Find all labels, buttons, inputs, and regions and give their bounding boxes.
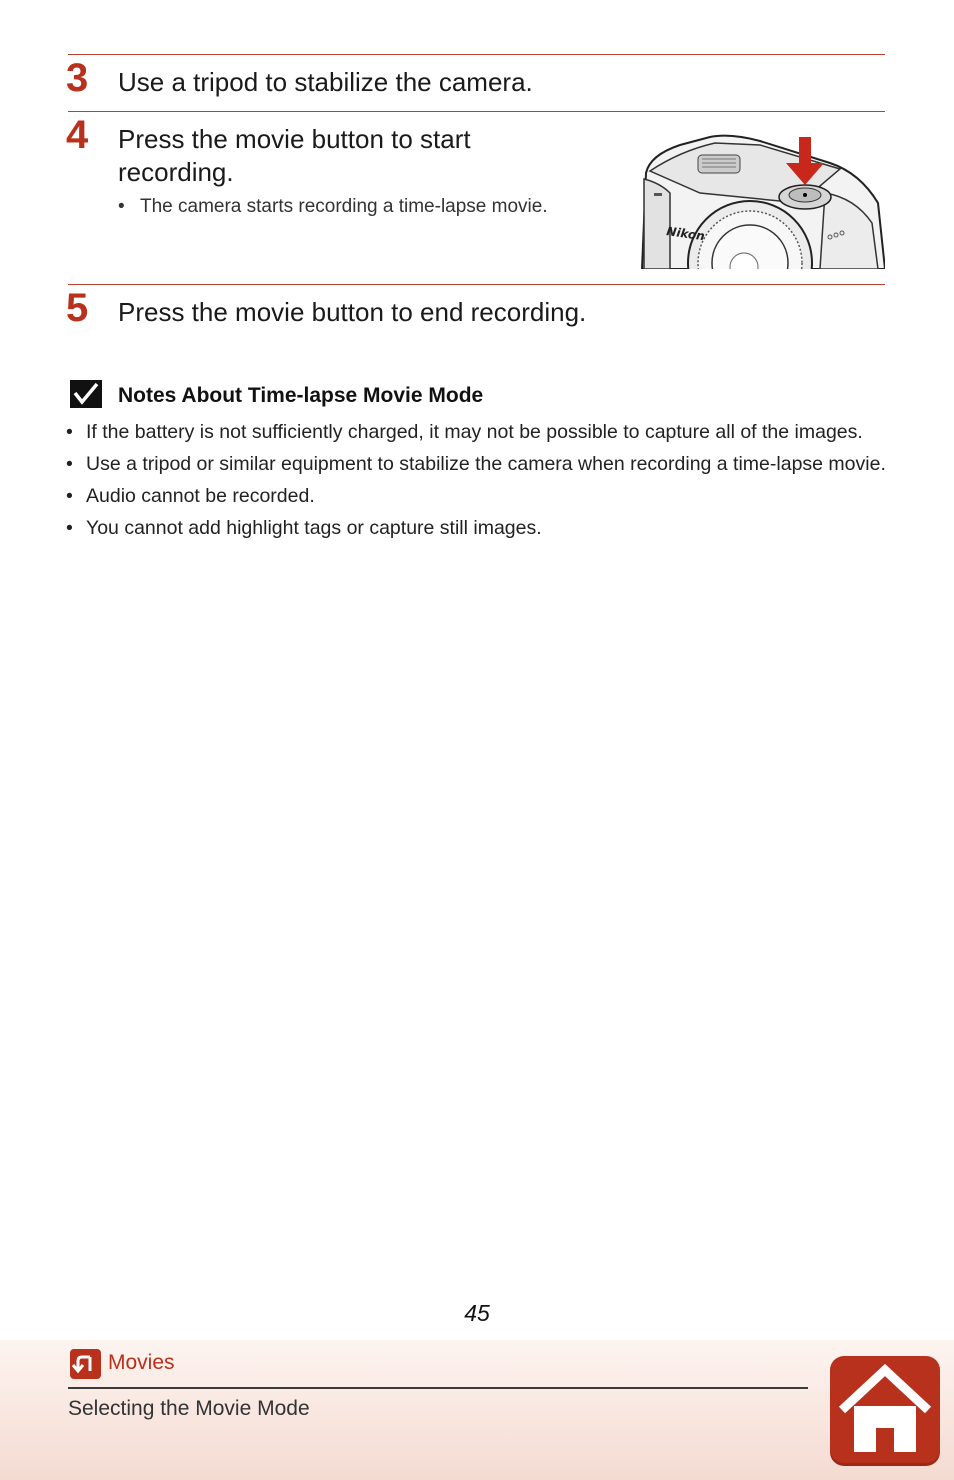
list-item: • Audio cannot be recorded.: [66, 483, 896, 510]
list-item: • Use a tripod or similar equipment to stabilize the camera when recording a time-lapse movie.: [66, 451, 896, 478]
page-number: 45: [464, 1300, 490, 1326]
check-note-icon: [70, 380, 102, 408]
step-4-divider: [68, 111, 885, 112]
list-item: • You cannot add highlight tags or capture still images.: [66, 515, 896, 542]
section-link-movies[interactable]: Movies: [108, 1351, 175, 1374]
subsection-label: Selecting the Movie Mode: [68, 1397, 310, 1420]
step-4-text-line1: Press the movie button to start: [118, 124, 471, 154]
home-button[interactable]: [830, 1356, 940, 1466]
step-3-number: 3: [66, 56, 89, 100]
step-5-divider: [68, 284, 885, 285]
step-4-sub-bullet: • The camera starts recording a time-lapse movie.: [118, 196, 548, 217]
brand-text: Nikon: [665, 224, 706, 244]
list-item: • If the battery is not sufficiently charged, it may not be possible to capture all of the images.: [66, 419, 896, 446]
camera-illustration: [640, 133, 885, 269]
notes-title: Notes About Time-lapse Movie Mode: [118, 384, 484, 407]
back-arrow-icon[interactable]: [70, 1349, 101, 1379]
notes-list: [66, 419, 896, 547]
step-3-text: Use a tripod to stabilize the camera.: [118, 67, 533, 97]
step-4-number: 4: [66, 113, 89, 157]
home-icon: [830, 1356, 940, 1466]
step-5-number: 5: [66, 286, 89, 330]
step-4-text-line2: recording.: [118, 157, 234, 187]
top-divider: [68, 54, 885, 55]
step-4-sub-bullet-text: The camera starts recording a time-lapse movie.: [140, 196, 548, 217]
step-5-text: Press the movie button to end recording.: [118, 297, 587, 327]
footer-divider: [68, 1387, 808, 1389]
